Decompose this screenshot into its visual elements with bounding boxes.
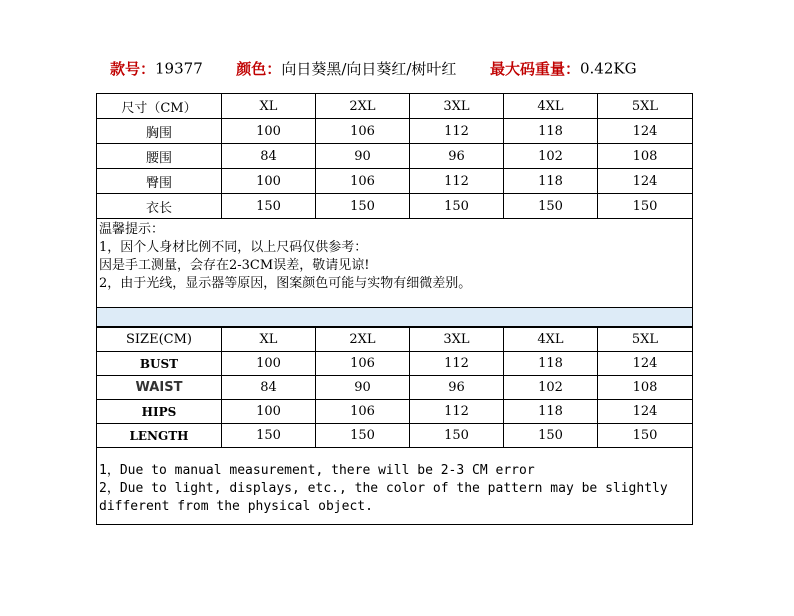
- table-row: [97, 119, 693, 144]
- style-number-value: 19377: [155, 59, 203, 78]
- table-cell: 112: [410, 119, 504, 144]
- header-cell: SIZE(CM): [97, 328, 222, 352]
- table-cell: 102: [504, 376, 598, 400]
- max-weight-value: 0.42KG: [580, 59, 637, 78]
- table-cell: 84: [222, 376, 316, 400]
- table-cell: 150: [316, 424, 410, 448]
- row-label: 臀围: [97, 169, 222, 194]
- row-label: HIPS: [97, 400, 222, 424]
- table-cell: 106: [316, 169, 410, 194]
- table-cell: 150: [598, 194, 693, 219]
- table-cell: 150: [222, 424, 316, 448]
- table-row: [97, 352, 693, 376]
- table-cell: 150: [504, 424, 598, 448]
- row-label: 胸围: [97, 119, 222, 144]
- table-header-row: [97, 328, 693, 352]
- header-cell: 3XL: [410, 328, 504, 352]
- table-cell: 150: [410, 194, 504, 219]
- notes-row: [97, 448, 693, 525]
- max-weight-label: 最大码重量：: [489, 60, 580, 78]
- table-cell: 150: [504, 194, 598, 219]
- table-row: [97, 400, 693, 424]
- table-cell: 108: [598, 144, 693, 169]
- table-cell: 84: [222, 144, 316, 169]
- table-header-row: [97, 94, 693, 119]
- table-cell: 118: [504, 352, 598, 376]
- note-line: 1，Due to manual measurement, there will be 2-3 CM error: [99, 463, 535, 478]
- table-cell: 118: [504, 119, 598, 144]
- table-cell: 100: [222, 352, 316, 376]
- table-cell: 150: [222, 194, 316, 219]
- header-cell: 尺寸（CM）: [97, 94, 222, 119]
- row-label: 腰围: [97, 144, 222, 169]
- table-row: [97, 424, 693, 448]
- separator-cell: [97, 308, 693, 327]
- table-cell: 100: [222, 400, 316, 424]
- table-cell: 112: [410, 169, 504, 194]
- size-table-chinese: [96, 93, 693, 327]
- header-cell: 5XL: [598, 328, 693, 352]
- note-line: 2，Due to light, displays, etc., the color of the pattern may be slightly different from the physical object.: [99, 481, 668, 514]
- note-line: 2，由于光线，显示器等原因，图案颜色可能与实物有细微差别。: [99, 276, 472, 291]
- header-cell: 3XL: [410, 94, 504, 119]
- color-value: 向日葵黑/向日葵红/树叶红: [281, 60, 457, 78]
- table-cell: 150: [598, 424, 693, 448]
- note-line: 1，因个人身材比例不同，以上尺码仅供参考：: [99, 240, 368, 255]
- header-cell: 4XL: [504, 328, 598, 352]
- table-cell: 96: [410, 376, 504, 400]
- notes-title: 温馨提示：: [99, 222, 165, 237]
- table-cell: 118: [504, 400, 598, 424]
- table-cell: 90: [316, 144, 410, 169]
- table-cell: 106: [316, 400, 410, 424]
- table-row: [97, 169, 693, 194]
- separator-band: [97, 308, 693, 327]
- notes-row: [97, 219, 693, 308]
- header-cell: 2XL: [316, 328, 410, 352]
- row-label: BUST: [97, 352, 222, 376]
- header-cell: 2XL: [316, 94, 410, 119]
- table-cell: 96: [410, 144, 504, 169]
- table-cell: 124: [598, 169, 693, 194]
- table-cell: 124: [598, 119, 693, 144]
- table-row: [97, 194, 693, 219]
- product-header: [110, 58, 750, 80]
- table-cell: 150: [410, 424, 504, 448]
- table-cell: 100: [222, 119, 316, 144]
- table-cell: 100: [222, 169, 316, 194]
- table-cell: 102: [504, 144, 598, 169]
- style-number-label: 款号：: [110, 60, 156, 78]
- notes-cell: [97, 219, 693, 308]
- table-cell: 108: [598, 376, 693, 400]
- size-table-english: [96, 327, 693, 525]
- color-label: 颜色：: [236, 60, 282, 78]
- table-cell: 118: [504, 169, 598, 194]
- table-cell: 106: [316, 119, 410, 144]
- table-cell: 150: [316, 194, 410, 219]
- table-cell: 124: [598, 400, 693, 424]
- note-line: 因是手工测量，会存在2-3CM误差，敬请见谅!: [99, 258, 370, 273]
- table-cell: 106: [316, 352, 410, 376]
- table-cell: 124: [598, 352, 693, 376]
- table-row: [97, 144, 693, 169]
- notes-cell: [97, 448, 693, 525]
- table-cell: 112: [410, 400, 504, 424]
- table-cell: 90: [316, 376, 410, 400]
- header-cell: XL: [222, 328, 316, 352]
- row-label: LENGTH: [97, 424, 222, 448]
- row-label: 衣长: [97, 194, 222, 219]
- row-label: WAIST: [97, 376, 222, 400]
- header-cell: 5XL: [598, 94, 693, 119]
- header-cell: 4XL: [504, 94, 598, 119]
- table-cell: 112: [410, 352, 504, 376]
- header-cell: XL: [222, 94, 316, 119]
- table-row: [97, 376, 693, 400]
